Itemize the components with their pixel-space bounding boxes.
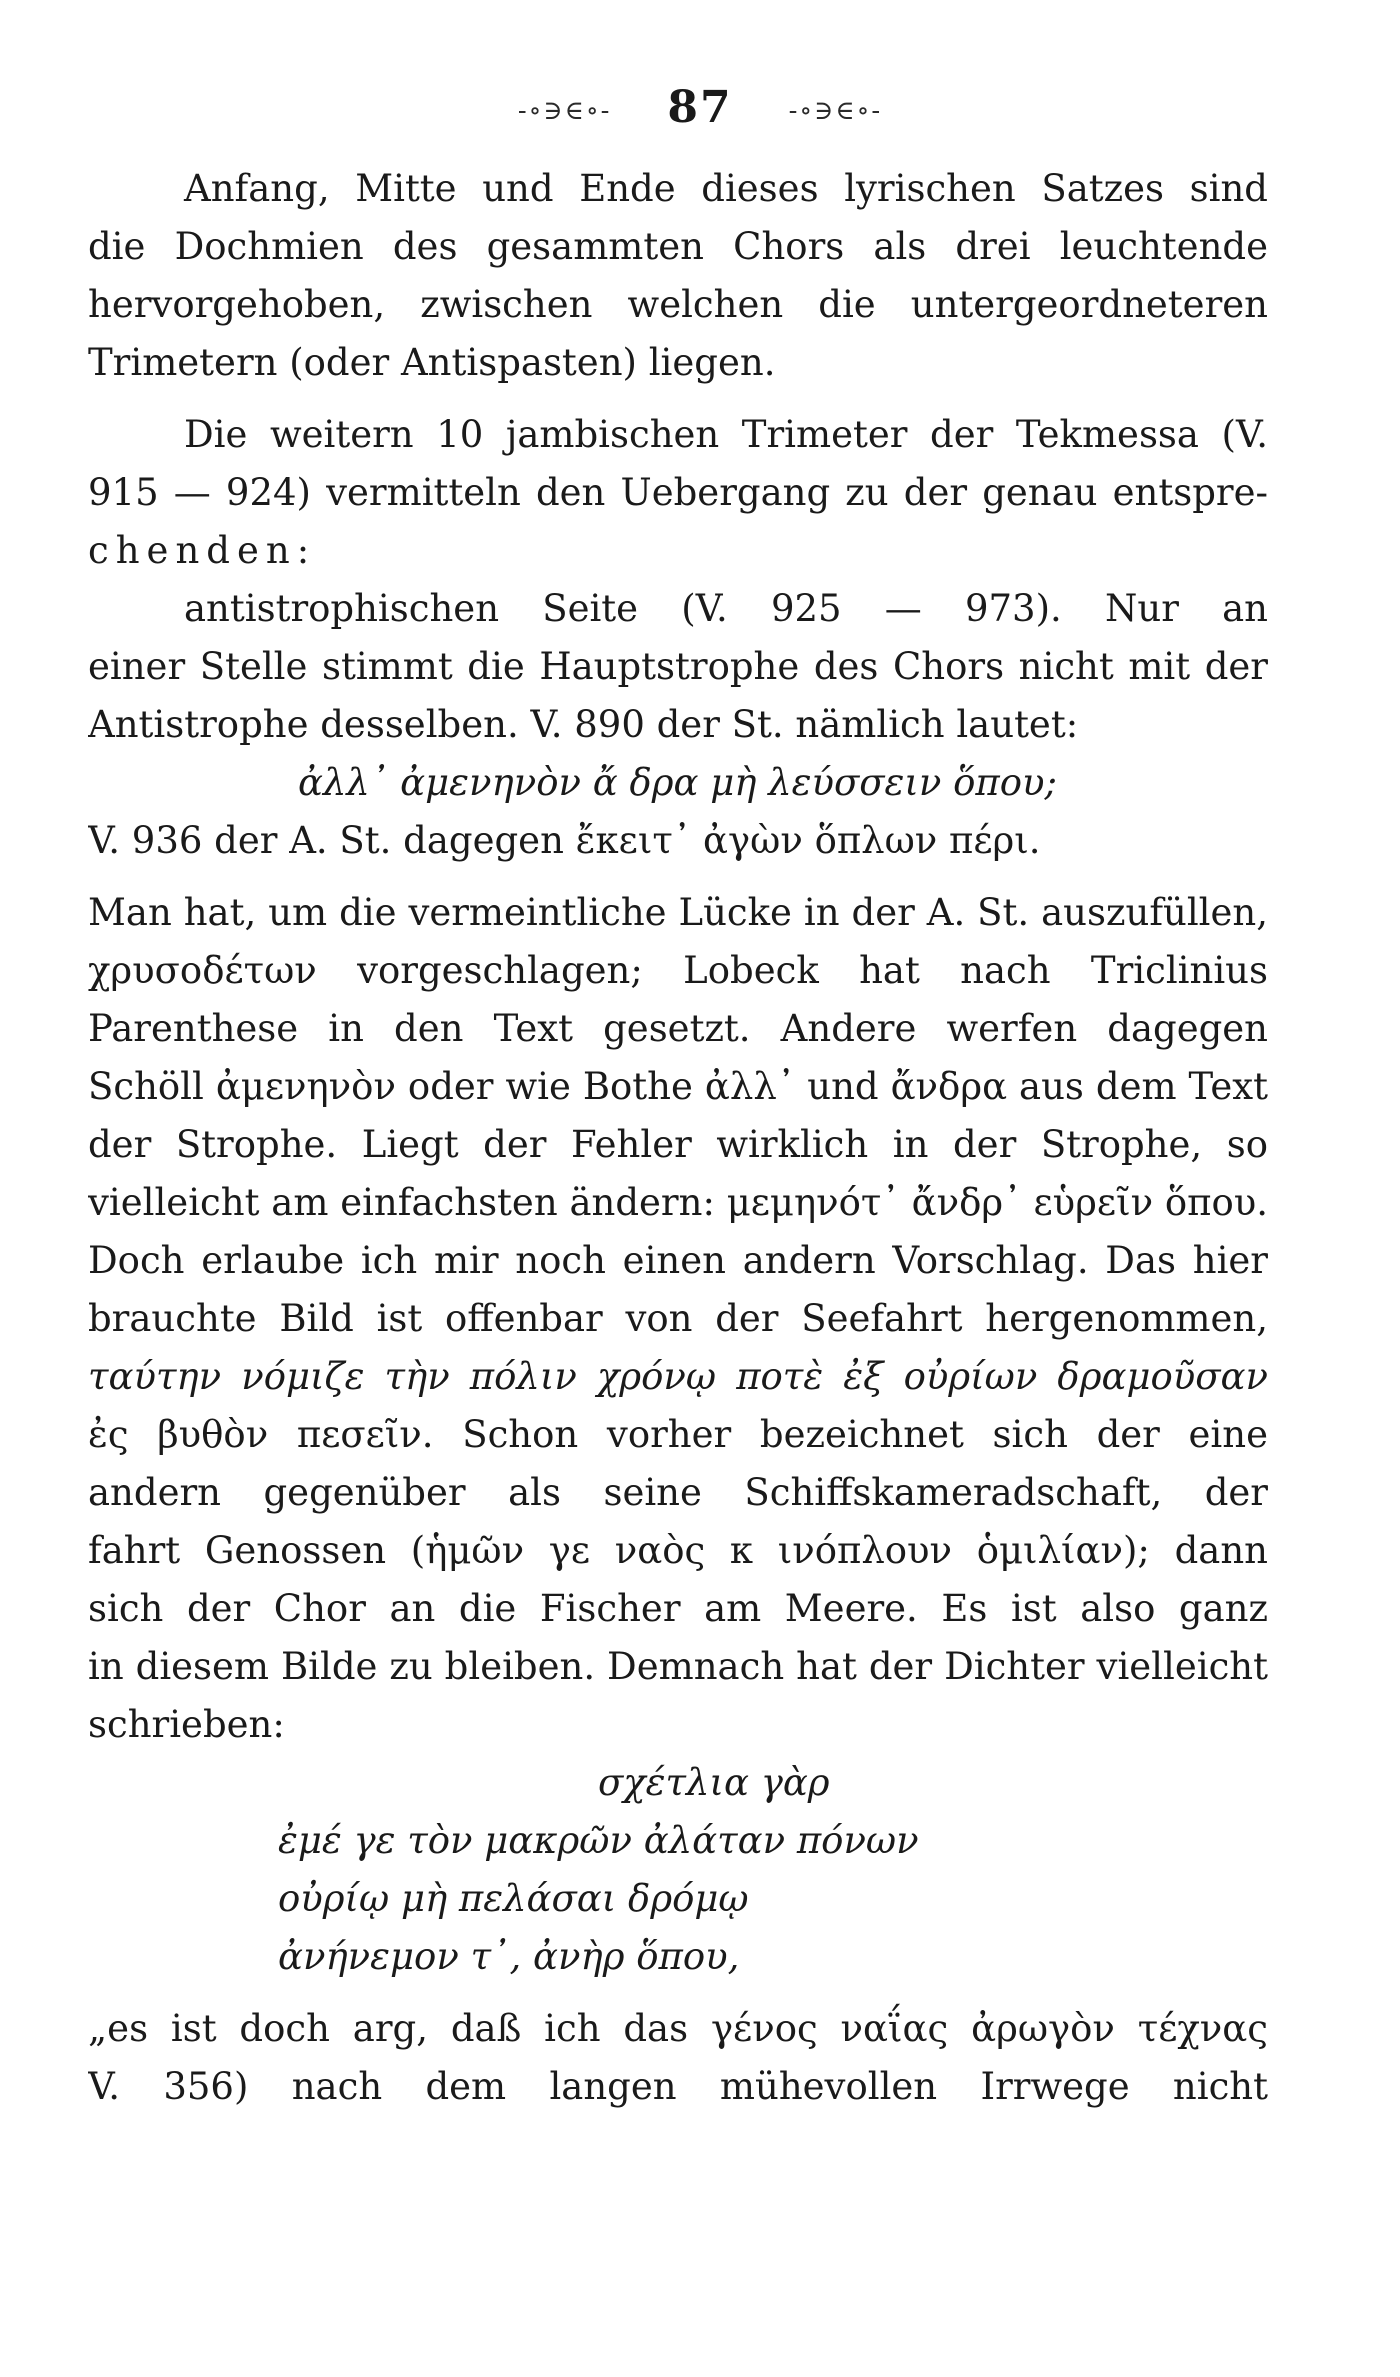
text-line: Schöll ἀμενηνὸν oder wie Bothe ἀλλ᾽ und ἄνδρα aus dem Text — [88, 1065, 1268, 1108]
body-text — [88, 160, 1268, 2116]
text-line: V. 936 der A. St. dagegen ἔκειτ᾽ ἀγὼν ὅπλων πέρι. — [88, 819, 1041, 862]
verse-line: οὐρίῳ μὴ πελάσαι δρόμῳ — [278, 1877, 749, 1920]
greek-quote: ταύτην νόμιζε τὴν πόλιν χρόνῳ ποτὲ ἐξ οὐρίων δραμοῦσαν — [88, 1355, 1268, 1398]
text-line: V. 356) nach dem langen mühevollen Irrwege nicht — [88, 2065, 1268, 2108]
page-header — [0, 82, 1400, 133]
text-line: Parenthese in den Text gesetzt. Andere werfen dagegen — [88, 1007, 1268, 1050]
verse-line: σχέτλια γὰρ — [598, 1761, 830, 1804]
text-line: χρυσοδέτων vorgeschlagen; Lobeck hat nach Triclinius — [88, 949, 1268, 992]
ornament-right-icon: -∘∋∈∘- — [788, 95, 883, 126]
text-line: die Dochmien des gesammten Chors als drei leuchtende — [88, 225, 1268, 268]
text-line: schrieben: — [88, 1703, 285, 1746]
text-line: in diesem Bilde zu bleiben. Demnach hat der Dichter vielleicht — [88, 1645, 1268, 1688]
text-line: andern gegenüber als seine Schiffskameradschaft, der — [88, 1471, 1268, 1514]
ornament-left-icon: -∘∋∈∘- — [517, 95, 612, 126]
text-line: hervorgehoben, zwischen welchen die untergeordneteren — [88, 283, 1268, 326]
text-line: Doch erlaube ich mir noch einen andern Vorschlag. Das hier — [88, 1239, 1268, 1282]
text-line: Antistrophe desselben. V. 890 der St. nämlich lautet: — [88, 703, 1079, 746]
text-line: Die weitern 10 jambischen Trimeter der Tekmessa (V. — [184, 413, 1268, 456]
text-line: antistrophischen Seite (V. 925 — 973). Nur an — [184, 587, 1268, 630]
text-line: der Strophe. Liegt der Fehler wirklich in der Strophe, so — [88, 1123, 1268, 1166]
verse-line: ἀνήνεμον τ᾽, ἀνὴρ ὅπου, — [278, 1935, 740, 1978]
text-line: fahrt Genossen (ἡμῶν γε ναὸς κ ινόπλουν ὁμιλίαν); dann — [88, 1529, 1268, 1572]
text-line: brauchte Bild ist offenbar von der Seefahrt hergenommen, — [88, 1297, 1268, 1340]
text-line: 915 — 924) vermitteln den Uebergang zu der genau entspre- — [88, 471, 1268, 514]
page-number: 87 — [667, 82, 733, 133]
text-line: einer Stelle stimmt die Hauptstrophe des Chors nicht mit der — [88, 645, 1268, 688]
verse-line: ἐμέ γε τὸν μακρῶν ἀλάταν πόνων — [278, 1819, 919, 1862]
text-line: Anfang, Mitte und Ende dieses lyrischen Satzes sind — [184, 167, 1268, 210]
text-line: ἐς βυθὸν πεσεῖν. Schon vorher bezeichnet sich der eine — [88, 1413, 1268, 1456]
text-line: „es ist doch arg, daß ich das γένος ναΐας ἀρωγὸν τέχνας — [88, 2007, 1268, 2050]
text-line: Man hat, um die vermeintliche Lücke in der A. St. auszufüllen, — [88, 891, 1268, 934]
text-line: sich der Chor an die Fischer am Meere. Es ist also ganz — [88, 1587, 1268, 1630]
text-line: vielleicht am einfachsten ändern: μεμηνότ᾽ ἄνδρ᾽ εὑρεῖν ὅπου. — [88, 1181, 1268, 1224]
text-line: chenden: — [88, 529, 317, 572]
greek-quote: ἀλλ᾽ ἀμενηνὸν ἄ δρα μὴ λεύσσειν ὅπου; — [298, 761, 1057, 804]
text-line: Trimetern (oder Antispasten) liegen. — [88, 341, 776, 384]
